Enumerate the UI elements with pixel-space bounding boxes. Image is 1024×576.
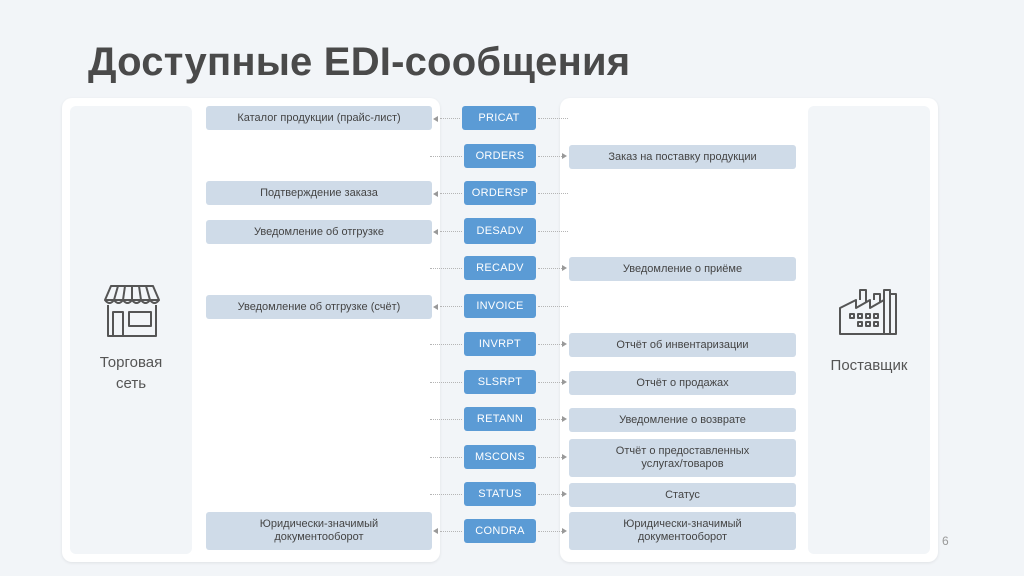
- message-label-retailer: Каталог продукции (прайс-лист): [206, 106, 432, 130]
- message-label-supplier: Юридически-значимый документооборот: [569, 512, 796, 550]
- flow-line: [430, 457, 462, 458]
- arrow-right-icon: [562, 416, 567, 422]
- message-code: ORDERS: [464, 144, 536, 168]
- arrow-right-icon: [562, 454, 567, 460]
- flow-line: [538, 193, 568, 194]
- supplier-label: Поставщик: [830, 357, 908, 374]
- message-label-supplier: Отчёт о предоставленных услугах/товаров: [569, 439, 796, 477]
- flow-line: [538, 344, 562, 345]
- message-label-supplier: Статус: [569, 483, 796, 507]
- message-code: SLSRPT: [464, 370, 536, 394]
- message-code: STATUS: [464, 482, 536, 506]
- message-code: INVOICE: [464, 294, 536, 318]
- flow-line: [440, 118, 460, 119]
- arrow-right-icon: [562, 379, 567, 385]
- message-label-retailer: Уведомление об отгрузке: [206, 220, 432, 244]
- flow-line: [538, 494, 562, 495]
- flow-line: [538, 231, 568, 232]
- arrow-left-icon: [433, 304, 438, 310]
- message-label-supplier: Отчёт об инвентаризации: [569, 333, 796, 357]
- message-code: DESADV: [464, 218, 536, 244]
- message-label-retailer: Юридически-значимый документооборот: [206, 512, 432, 550]
- message-label-supplier: Заказ на поставку продукции: [569, 145, 796, 169]
- message-code: MSCONS: [464, 445, 536, 469]
- message-code: INVRPT: [464, 332, 536, 356]
- page-number: 6: [942, 534, 949, 548]
- flow-line: [440, 531, 462, 532]
- page-title: Доступные EDI-сообщения: [88, 40, 631, 84]
- arrow-right-icon: [562, 153, 567, 159]
- message-code: PRICAT: [462, 106, 536, 130]
- arrow-left-icon: [433, 229, 438, 235]
- flow-line: [538, 531, 562, 532]
- flow-line: [430, 268, 462, 269]
- flow-line: [430, 156, 462, 157]
- message-label-retailer: Подтверждение заказа: [206, 181, 432, 205]
- message-label-supplier: Уведомление о возврате: [569, 408, 796, 432]
- flow-line: [430, 382, 462, 383]
- flow-line: [430, 494, 462, 495]
- arrow-right-icon: [562, 528, 567, 534]
- message-code: CONDRA: [464, 519, 536, 543]
- arrow-right-icon: [562, 491, 567, 497]
- store-icon: [101, 282, 163, 345]
- arrow-left-icon: [433, 191, 438, 197]
- message-code: RECADV: [464, 256, 536, 280]
- arrow-right-icon: [562, 265, 567, 271]
- message-label-retailer: Уведомление об отгрузке (счёт): [206, 295, 432, 319]
- arrow-left-icon: [433, 528, 438, 534]
- message-code: RETANN: [464, 407, 536, 431]
- flow-line: [538, 382, 562, 383]
- message-code: ORDERSP: [464, 181, 536, 205]
- flow-line: [538, 306, 568, 307]
- flow-line: [430, 419, 462, 420]
- factory-icon: [836, 284, 900, 343]
- flow-line: [440, 306, 462, 307]
- flow-line: [538, 268, 562, 269]
- message-label-supplier: Отчёт о продажах: [569, 371, 796, 395]
- message-label-supplier: Уведомление о приёме: [569, 257, 796, 281]
- flow-line: [538, 156, 562, 157]
- flow-line: [430, 344, 462, 345]
- flow-line: [538, 457, 562, 458]
- flow-line: [538, 419, 562, 420]
- arrow-left-icon: [433, 116, 438, 122]
- retailer-label: Торговая сеть: [99, 354, 163, 392]
- arrow-right-icon: [562, 341, 567, 347]
- flow-line: [440, 231, 462, 232]
- flow-line: [538, 118, 568, 119]
- flow-line: [440, 193, 462, 194]
